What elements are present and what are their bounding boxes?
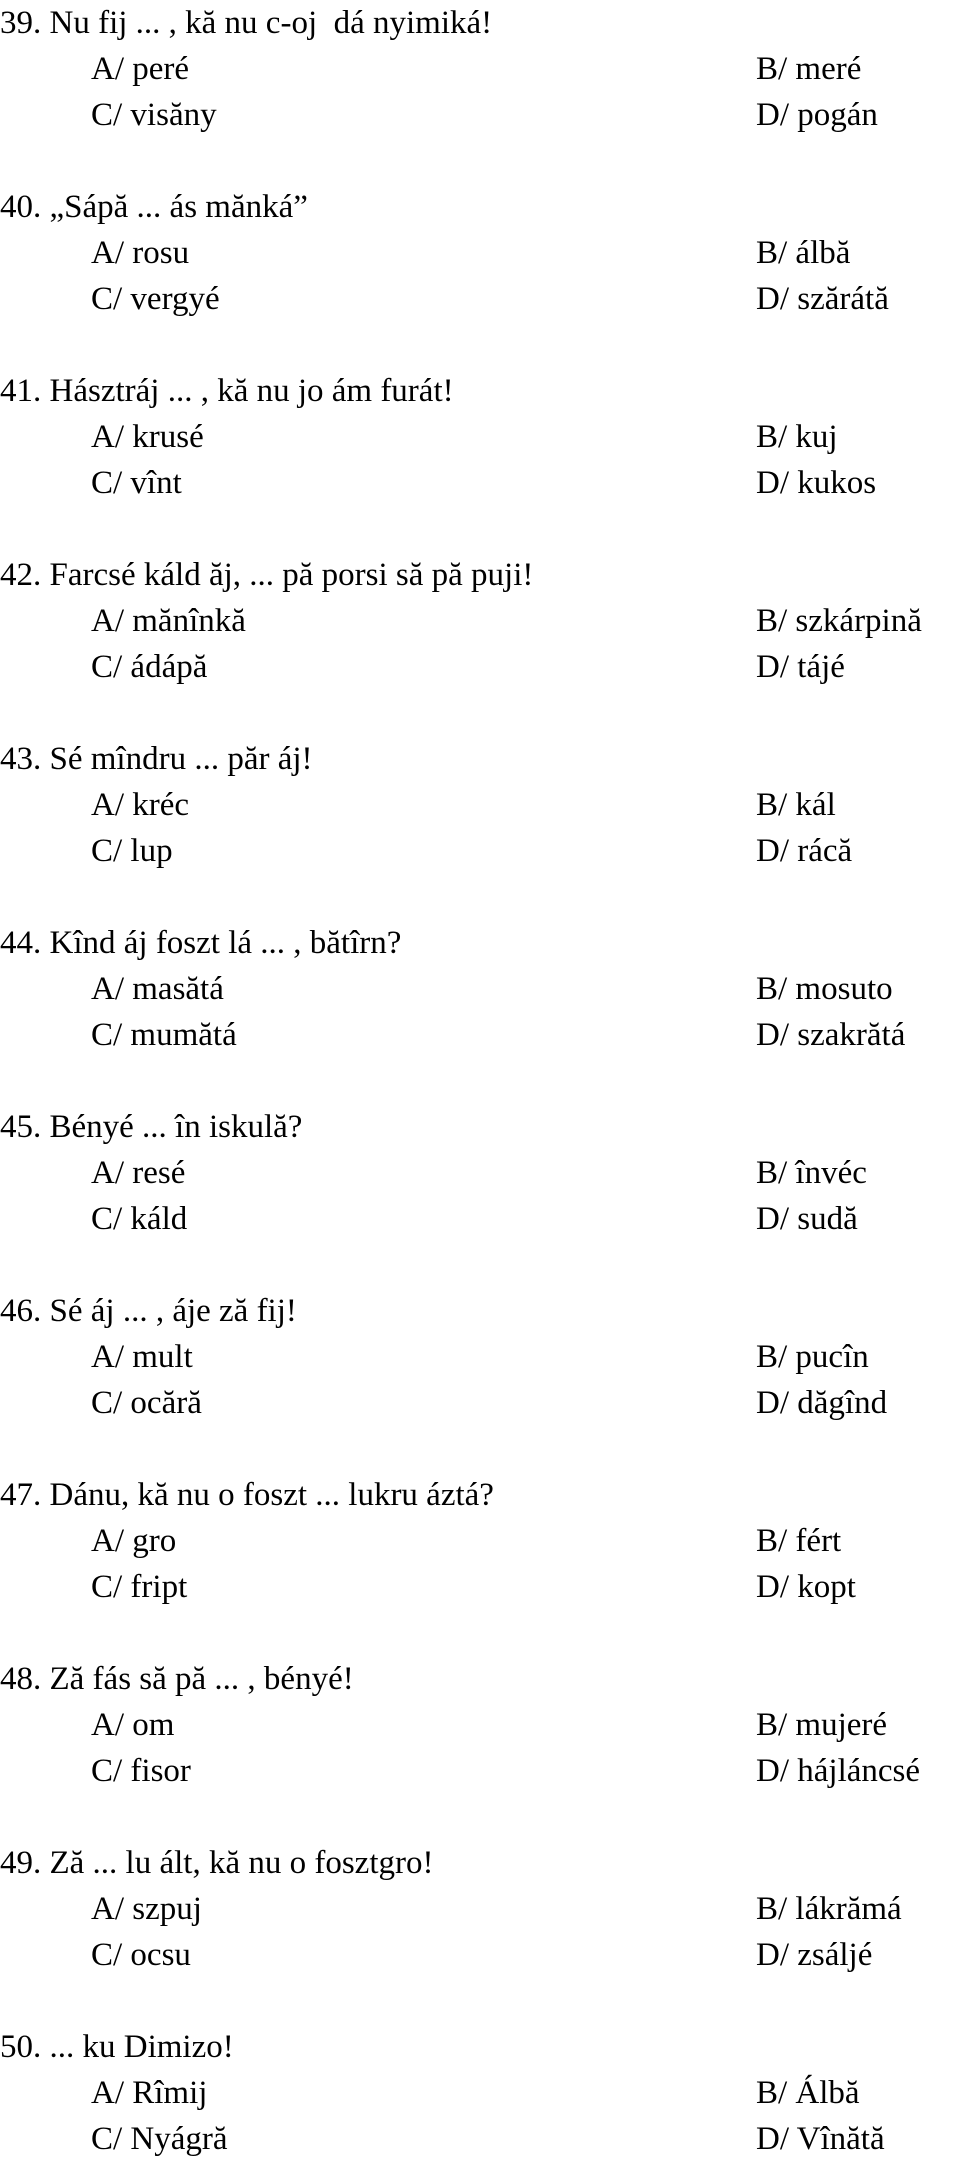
option-c: C/ ádápă [91, 649, 208, 685]
question-stem: 48. Ză fás să pă ... , bényé! [0, 1661, 354, 1697]
question-stem: 41. Hásztráj ... , kă nu jo ám furát! [0, 373, 454, 409]
option-d: D/ tájé [756, 649, 845, 685]
question-stem: 45. Bényé ... în iskulă? [0, 1109, 303, 1145]
option-b: B/ álbă [756, 235, 851, 271]
option-b: B/ meré [756, 51, 862, 87]
option-b: B/ mujeré [756, 1707, 888, 1743]
option-c: C/ fript [91, 1569, 188, 1605]
option-c: C/ lup [91, 833, 173, 869]
option-c: C/ vînt [91, 465, 182, 501]
option-c: C/ káld [91, 1201, 188, 1237]
option-b: B/ mosuto [756, 971, 893, 1007]
question-stem: 47. Dánu, kă nu o foszt ... lukru áztá? [0, 1477, 494, 1513]
option-b: B/ kuj [756, 419, 838, 455]
option-d: D/ pogán [756, 97, 878, 133]
option-d: D/ szakrătá [756, 1017, 906, 1053]
question-49 [0, 1840, 960, 1980]
option-a: A/ szpuj [91, 1891, 202, 1927]
option-d: D/ rácă [756, 833, 853, 869]
option-a: A/ gro [91, 1523, 177, 1559]
question-50 [0, 2024, 960, 2164]
option-d: D/ zsáljé [756, 1937, 873, 1973]
option-a: A/ rosu [91, 235, 190, 271]
option-c: C/ visăny [91, 97, 217, 133]
option-b: B/ kál [756, 787, 836, 823]
option-c: C/ fisor [91, 1753, 191, 1789]
option-a: A/ om [91, 1707, 175, 1743]
question-47 [0, 1472, 960, 1612]
option-a: A/ peré [91, 51, 190, 87]
option-a: A/ resé [91, 1155, 186, 1191]
option-a: A/ Rîmij [91, 2075, 208, 2111]
option-b: B/ Álbă [756, 2075, 860, 2111]
option-a: A/ masătá [91, 971, 224, 1007]
option-c: C/ ocsu [91, 1937, 191, 1973]
option-b: B/ szkárpină [756, 603, 922, 639]
question-46 [0, 1288, 960, 1428]
option-b: B/ pucîn [756, 1339, 869, 1375]
question-41 [0, 368, 960, 508]
question-stem: 43. Sé mîndru ... păr áj! [0, 741, 313, 777]
question-40 [0, 184, 960, 324]
option-d: D/ dăgînd [756, 1385, 888, 1421]
option-c: C/ ocără [91, 1385, 202, 1421]
option-d: D/ kopt [756, 1569, 856, 1605]
option-a: A/ kréc [91, 787, 190, 823]
option-d: D/ hájláncsé [756, 1753, 921, 1789]
option-c: C/ Nyágră [91, 2121, 228, 2157]
question-42 [0, 552, 960, 692]
option-a: A/ mănînkă [91, 603, 246, 639]
question-44 [0, 920, 960, 1060]
question-39 [0, 0, 960, 140]
option-d: D/ kukos [756, 465, 877, 501]
option-b: B/ lákrămá [756, 1891, 902, 1927]
option-d: D/ sudă [756, 1201, 858, 1237]
option-b: B/ învéc [756, 1155, 867, 1191]
option-a: A/ mult [91, 1339, 193, 1375]
question-45 [0, 1104, 960, 1244]
option-d: D/ Vînătă [756, 2121, 885, 2157]
option-c: C/ mumătá [91, 1017, 237, 1053]
question-stem: 49. Ză ... lu ált, kă nu o fosztgro! [0, 1845, 434, 1881]
option-d: D/ szărátă [756, 281, 889, 317]
question-stem: 50. ... ku Dimizo! [0, 2029, 234, 2065]
question-stem: 40. „Sápă ... ás mănká” [0, 189, 308, 225]
option-b: B/ fért [756, 1523, 842, 1559]
question-48 [0, 1656, 960, 1796]
question-43 [0, 736, 960, 876]
question-stem: 42. Farcsé káld ăj, ... pă porsi să pă puji! [0, 557, 534, 593]
option-a: A/ krusé [91, 419, 204, 455]
question-stem: 46. Sé áj ... , áje ză fij! [0, 1293, 297, 1329]
option-c: C/ vergyé [91, 281, 220, 317]
question-stem: 44. Kînd áj foszt lá ... , bătîrn? [0, 925, 402, 961]
question-stem: 39. Nu fij ... , kă nu c-oj dá nyimiká! [0, 5, 493, 41]
